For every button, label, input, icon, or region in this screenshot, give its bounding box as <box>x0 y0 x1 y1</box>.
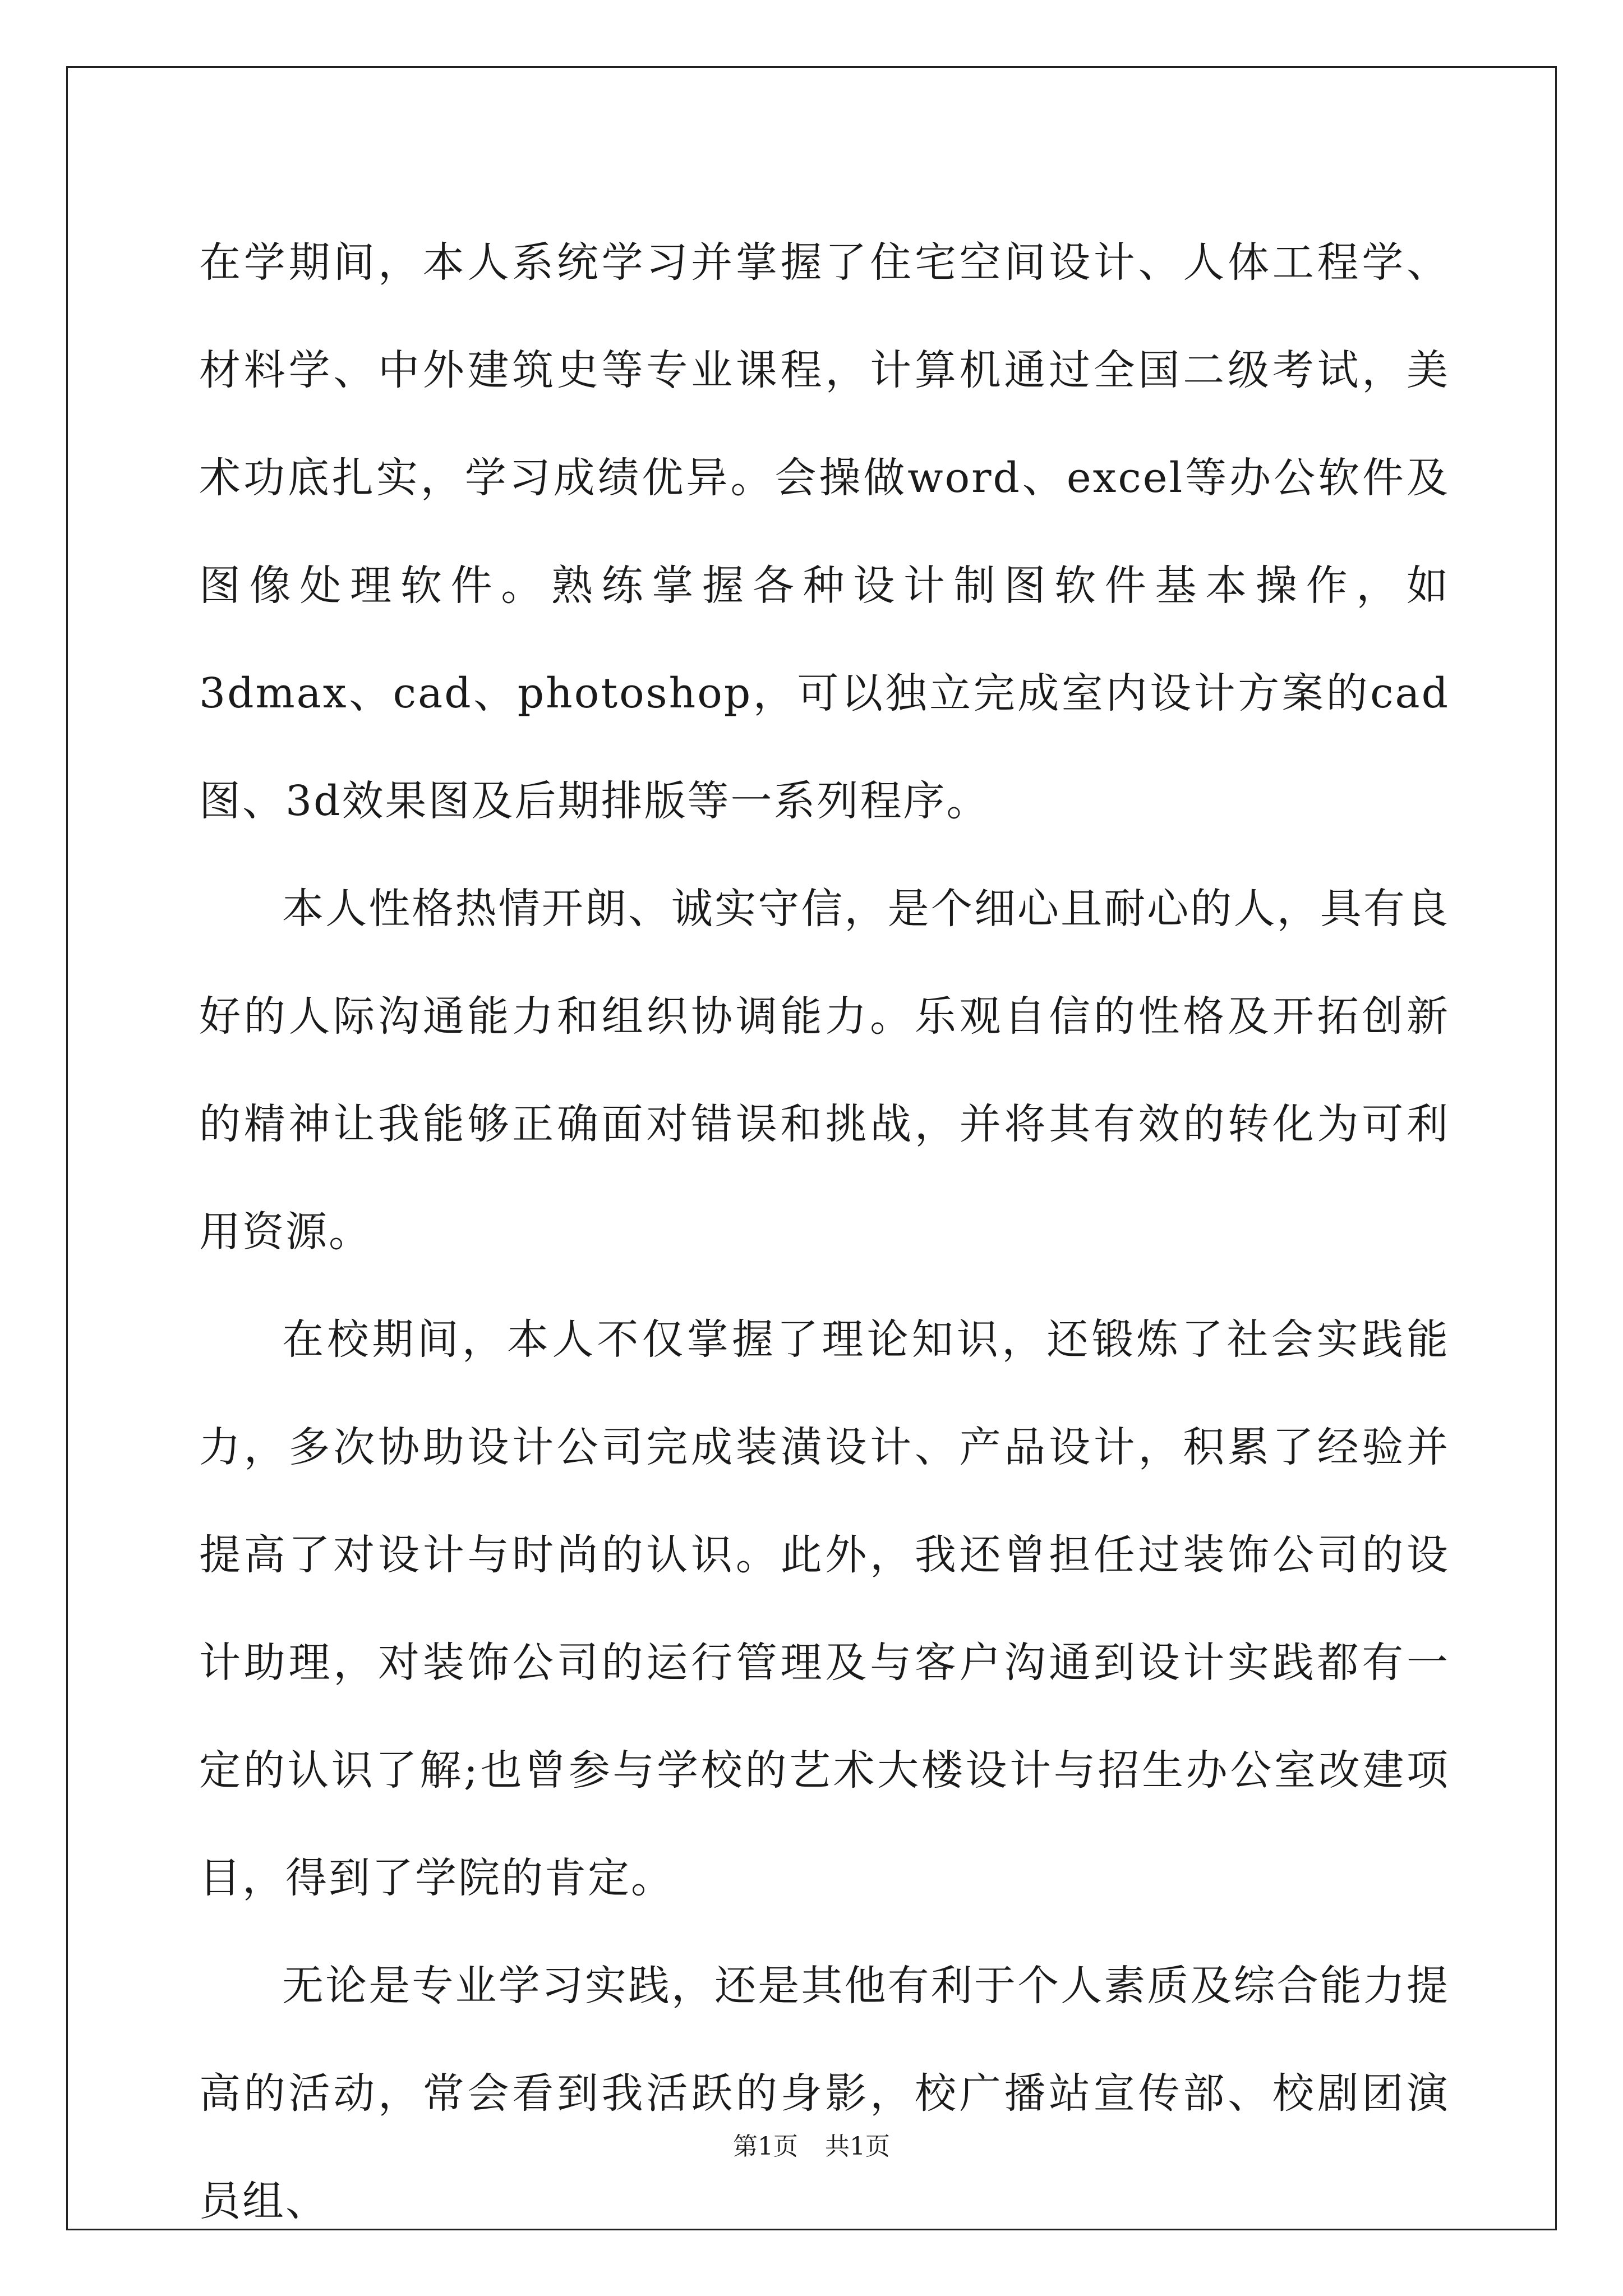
paragraph-2: 本人性格热情开朗、诚实守信，是个细心且耐心的人，具有良好的人际沟通能力和组织协调能力。乐观自信的性格及开拓创新的精神让我能够正确面对错误和挑战，并将其有效的转化为可利用资源。 <box>199 885 1450 1256</box>
document-body <box>199 209 1450 2255</box>
page-footer <box>0 2126 1623 2162</box>
paragraph-4: 无论是专业学习实践，还是其他有利于个人素质及综合能力提高的活动，常会看到我活跃的身影，校广播站宣传部、校剧团演员组、 <box>199 1962 1450 2225</box>
paragraph-1: 在学期间，本人系统学习并掌握了住宅空间设计、人体工程学、材料学、中外建筑史等专业课程，计算机通过全国二级考试，美术功底扎实，学习成绩优异。会操做word、excel等办公软件及图像处理软件。熟练掌握各种设计制图软件基本操作，如3dmax、cad、photoshop，可以独立完成室内设计方案的cad图、3d效果图及后期排版等一系列程序。 <box>199 238 1450 825</box>
page-total: 共1页 <box>825 2132 890 2161</box>
paragraph-3: 在校期间，本人不仅掌握了理论知识，还锻炼了社会实践能力，多次协助设计公司完成装潢设计、产品设计，积累了经验并提高了对设计与时尚的认识。此外，我还曾担任过装饰公司的设计助理，对装饰公司的运行管理及与客户沟通到设计实践都有一定的认识了解;也曾参与学校的艺术大楼设计与招生办公室改建项目，得到了学院的肯定。 <box>199 1315 1450 1902</box>
page-number: 第1页 <box>733 2132 798 2161</box>
